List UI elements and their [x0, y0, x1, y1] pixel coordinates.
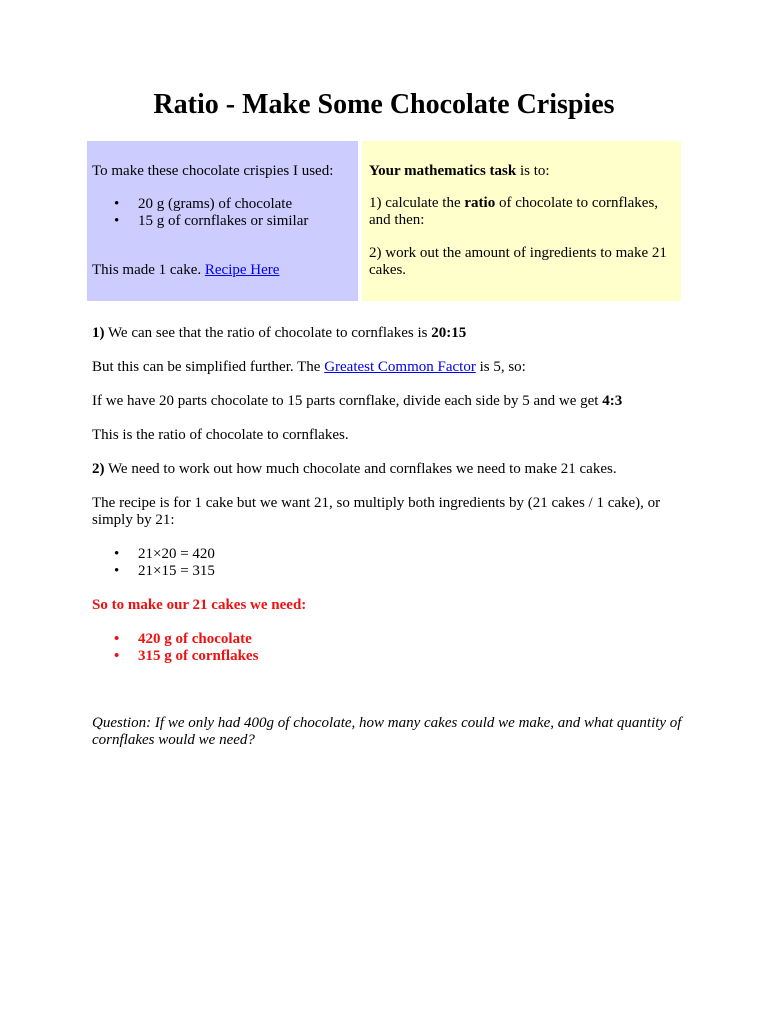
result-list	[92, 631, 682, 665]
ratio-statement: 1) We can see that the ratio of chocolate to cornflakes is 20:15	[92, 325, 467, 341]
bullet-icon: •	[114, 648, 120, 664]
ratio-conclusion: This is the ratio of chocolate to cornflakes.	[92, 427, 349, 443]
bullet-icon: •	[114, 563, 120, 579]
bullet-icon: •	[114, 546, 120, 562]
result-heading: So to make our 21 cakes we need:	[92, 597, 307, 613]
simplify-statement: But this can be simplified further. The Greatest Common Factor is 5, so:	[92, 359, 526, 375]
bullet-icon: •	[114, 631, 120, 647]
list-item: • 20 g (grams) of chocolate	[114, 196, 293, 212]
ingredients-list	[92, 196, 358, 230]
ingredients-box	[87, 141, 358, 301]
list-item: • 15 g of cornflakes or similar	[114, 213, 309, 229]
follow-up-question: Question: If we only had 400g of chocolate, how many cakes could we make, and what quantity of cornflakes would we need?	[92, 715, 682, 748]
yield-text: This made 1 cake. Recipe Here	[92, 262, 280, 278]
calculation-list	[92, 546, 682, 580]
task-heading: Your mathematics task is to:	[369, 163, 550, 179]
bullet-icon: •	[114, 213, 120, 229]
solution-content	[92, 325, 682, 766]
list-item: • 420 g of chocolate	[114, 631, 252, 647]
task-box	[362, 141, 681, 301]
page-title: Ratio - Make Some Chocolate Crispies	[153, 89, 615, 120]
divide-statement: If we have 20 parts chocolate to 15 parts cornflake, divide each side by 5 and we get 4:3	[92, 393, 623, 409]
recipe-link[interactable]: Recipe Here	[204, 262, 280, 278]
list-item: • 21×20 = 420	[114, 546, 215, 562]
gcf-link[interactable]: Greatest Common Factor	[324, 359, 476, 375]
bullet-icon: •	[114, 196, 120, 212]
task-step-2: 2) work out the amount of ingredients to make 21 cakes.	[369, 245, 667, 278]
task-step-1: 1) calculate the ratio of chocolate to cornflakes, and then:	[369, 195, 659, 228]
multiply-statement: The recipe is for 1 cake but we want 21, so multiply both ingredients by (21 cakes / 1 cake), or simply by 21:	[92, 495, 661, 528]
ingredients-intro: To make these chocolate crispies I used:	[92, 163, 334, 179]
list-item: • 315 g of cornflakes	[114, 648, 259, 664]
section-2-intro: 2) We need to work out how much chocolate and cornflakes we need to make 21 cakes.	[92, 461, 617, 477]
list-item: • 21×15 = 315	[114, 563, 215, 579]
